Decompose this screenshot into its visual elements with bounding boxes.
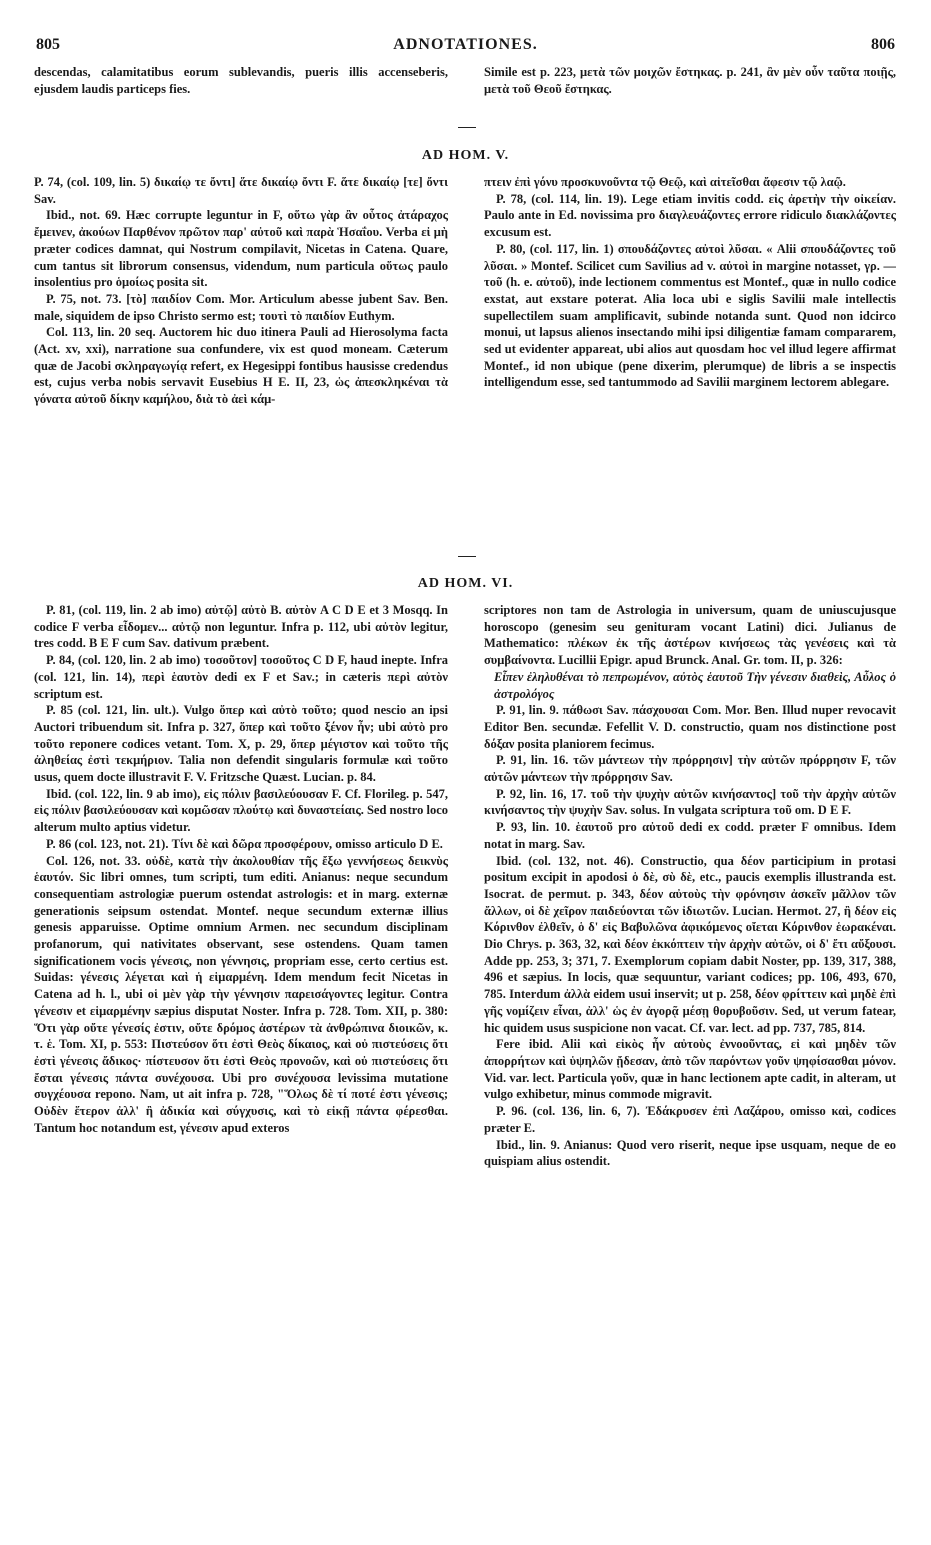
note-paragraph: Col. 113, lin. 20 seq. Auctorem hic duo itinera Pauli ad Hierosolyma facta (Act. xv, xxi), narratione sua confundere, vix est quod moneam. Cæterum quæ de Jacobi σκληραγωγίᾳ refert, ex Hegesippi fontibus hausisse credendus est, cujus verba nobis servavit Eusebius H E. II, 23, ὡς ἀπεσκληκέναι τὰ γόνατα αὐτοῦ δίκην καμήλου, διὰ τὸ ἀεὶ κάμ-	[34, 325, 448, 407]
note-paragraph: P. 75, not. 73. [τὸ] παιδίον Com. Mor. Articulum abesse jubent Sav. Ben. male, siquidem de ipso Christo sermo est; τουτὶ τὸ παιδίον Euthym.	[34, 291, 448, 323]
note-paragraph: P. 93, lin. 10. ἑαυτοῦ pro αὐτοῦ dedi ex codd. præter F omnibus. Idem notat in marg. Sav.	[484, 820, 896, 851]
hom5-left-column	[34, 174, 448, 536]
note-paragraph: Col. 126, not. 33. οὐδὲ, κατὰ τὴν ἀκολουθίαν τῆς ἔξω γεννήσεως δεικνὺς ἑαυτόν. Sic libri omnes, tum scripti, tum editi. Anianus: neque secundum consequentiam astrologiæ puerum ostendat astrologis: et in marg. externæ generationis seipsum ostendat. Montef. neque secundum externæ illius genesis apparuisse. Optime omnium Armen. nec secundum disciplinam profanorum, qui nativitates observant, sese ostendens. Quam tamen significationem vocis γένεσις, non γέννησις, propriam esse, certo certius est. Suidas: γένεσις λέγεται καὶ ἡ εἱμαρμένη. Idem mendum fecit Nicetas in Catena ad h. l., ubi οἱ μὲν γὰρ τὴν γέννησιν παρεισάγοντες legitur. Contra γένεσιν et εἱμαρμένην sæpius disputat Noster. Infra p. 728. Tom. XII, p. 380: Ὅτι γὰρ οὔτε γένεσίς ἐστιν, οὔτε δρόμος ἀστέρων τὰ ἀνθρώπινα διοικῶν, κ. τ. ἑ. Tom. XI, p. 553: Πιστεύσον ὅτι ἐστὶ Θεὸς δίκαιος, καὶ οὐ πιστεύσεις ὅτι ἐστὶ γένεσις ἄδικος· πίστευσον ὅτι ἐστὶ Θεὸς προνοῶν, καὶ οὐ πιστεύσεις ὅτι ἔσται γένεσις πάντα συνέχουσα. Ubi pro συνέχουσα levissima mutatione συγχέουσα repono. Nam, ut ait infra p. 728, "Ὅλως δὲ τί ποτέ ἐστι γένεσις; Οὐδὲν ἕτερον ἀλλ' ἢ ἀδικία καὶ σύγχυσις, καὶ τὸ εἰκῇ πάντα φέρεσθαι. Tantum hoc notandum est, γένεσιν apud exteros	[34, 853, 448, 1135]
section-heading-hom-6: AD HOM. VI.	[417, 576, 514, 591]
note-paragraph: P. 96. (col. 136, lin. 6, 7). Ἐδάκρυσεν ἐπὶ Λαζάρου, omisso καὶ, codices præter E.	[484, 1104, 896, 1135]
top-left-text	[34, 64, 448, 104]
paragraph: Simile est p. 223, μετὰ τῶν μοιχῶν ἔστηκας. p. 241, ἂν μὲν οὖν ταῦτα ποιῇς, μετὰ τοῦ Θεοῦ ἔστηκας.	[484, 65, 896, 96]
left-page-number: 805	[36, 36, 60, 53]
note-paragraph: Ibid. (col. 132, not. 46). Constructio, qua δέον participium in protasi positum excipit in apodosi ὁ δὲ, σὺ δὲ, etc., paucis exemplis illustranda est. Isocrat. de permut. p. 343, δέον αὐτοὺς τὴν φρόνησιν ἀσκεῖν μᾶλλον τῶν ἄλλων, οἱ δὲ χεῖρον παιδεύονται τῶν ἰδιωτῶν. Lucian. Hermot. 27, ἢ δέον εἰς Κόρινθον ἐλθεῖν, ὁ δ' εἰς Βαβυλῶνα ἀφικόμενος οἴεται Κόρινθον ἑωρακέναι. Dio Chrys. p. 363, 32, καὶ δέον ἐκκόπτειν τὴν ἀρχὴν αὐτῶν, οἱ δ' ἔτι αὔξουσι. Adde pp. 253, 3; 371, 7. Exemplorum copiam dabit Noster, pp. 139, 317, 388, 496 et sæpius. In locis, quæ sequuntur, variant codices; pp. 106, 493, 670, 785. Interdum ἀλλὰ eidem usui inservit; ut p. 258, δέον φρίττειν καὶ μηδὲ ἐπὶ γῆς νομίζειν εἶναι, ἀλλ' ὡς ἐν ἀγορᾷ μέσῃ θορυβοῦσιν. Sed, ut verum fatear, hic quidem usus suspicione non vacat. Cf. var. lect. ad pp. 737, 785, 814.	[484, 853, 896, 1035]
note-paragraph: P. 81, (col. 119, lin. 2 ab imo) αὐτῷ] αὐτὸ B. αὐτὸν A C D E et 3 Mosqq. In codice F verba εἶδομεν... αὐτῷ non leguntur. Infra p. 112, ubi αὐτὸν legitur, tres codd. B E F cum Sav. dativum præbent.	[34, 603, 448, 651]
section-heading-hom-5: AD HOM. V.	[421, 148, 510, 163]
note-paragraph: P. 85 (col. 121, lin. ult.). Vulgo ὅπερ καὶ αὐτὸ τοῦτο; quod nescio an ipsi Auctori tribuendum sit. Infra p. 327, ὅπερ καὶ τοῦτο ξένον ἦν; ubi αὐτὸ pro τοῦτο reponere codices vetant. Tom. X, p. 29, ὅπερ μέγιστον καὶ τοῦτο τῆς ἀληθείας ἐστὶ τεκμήριον. Talia non defendit singularis formulæ καὶ τοῦτο usus, quem docte illustravit F. V. Fritzsche Quæst. Lucian. p. 84.	[34, 703, 448, 785]
top-right-text	[484, 64, 896, 104]
note-paragraph: P. 91, lin. 9. πάθωσι Sav. πάσχουσαι Com. Mor. Ben. Illud nuper revocavit Editor Ben. secundæ. Fefellit V. D. constructio, quam nos distinctione post δόξαν posita planiorem fecimus.	[484, 703, 896, 751]
separator-rule	[458, 127, 476, 128]
note-paragraph: P. 91, lin. 16. τῶν μάντεων τὴν πρόρρησιν] τὴν αὐτῶν πρόρρησιν F, τῶν αὐτῶν μάντεων τὴν πρόρρησιν Sav.	[484, 753, 896, 785]
note-paragraph: scriptores non tam de Astrologia in universum, quam de uniuscujusque horoscopo (genesim seu genituram vocant Latini) dici. Julianus de Mathematico: πλέκων ἐκ τῆς ἀστέρων κινήσεως τὰς γενέσεις καὶ τὰ συμβαίνοντα. Lucillii Epigr. apud Brunck. Anal. Gr. tom. II, p. 326:	[484, 603, 896, 668]
running-head	[36, 36, 895, 58]
note-paragraph: P. 84, (col. 120, lin. 2 ab imo) τοσοῦτον] τοσοῦτος C D F, haud inepte. Infra (col. 121, lin. 14), περὶ ἑαυτὸν dedi ex F et Sav.; in cæteris περὶ αὐτὸν scriptum est.	[34, 653, 448, 701]
hom5-right-column	[484, 174, 896, 536]
note-paragraph: Ibid. (col. 122, lin. 9 ab imo), εἰς πόλιν βασιλεύουσαν F. Cf. Florileg. p. 547, εἰς πόλιν βασιλεύουσαν καὶ κομῶσαν πλούτῳ καὶ δυναστείαις. Sed nostro loco alterum multo aptius videtur.	[34, 786, 448, 835]
note-paragraph: P. 74, (col. 109, lin. 5) δικαίῳ τε ὄντι] ἅτε δικαίῳ ὄντι F. ἅτε δικαίῳ [τε] ὄντι Sav.	[34, 175, 448, 206]
note-paragraph: Ibid., lin. 9. Anianus: Quod vero riserit, neque ipse usquam, neque de eo quispiam alius ostendit.	[484, 1137, 896, 1169]
note-paragraph: Ibid., not. 69. Hæc corrupte leguntur in F, οὕτω γὰρ ἂν οὗτος ἀτάραχος ἔμεινεν, ἀκούων Παρθένον πρῶτον παρ' αὐτοῦ καὶ παρὰ Ἡσαΐου. Verba εἰ μὴ præter codices damnat, qui Nostrum compilavit, Nicetas in Catena. Quare, cum tantus sit librorum consensus, videndum, num particula οὕτως paulo insolentius pro ὁμοίως posita sit.	[34, 208, 448, 290]
note-paragraph: P. 80, (col. 117, lin. 1) σπουδάζοντες αὐτοὶ λῦσαι. « Alii σπουδάζοντες τοῦ λῦσαι. » Montef. Scilicet cum Savilius ad v. αὐτοὶ in margine notasset, γρ. — τοῦ (h. e. αὐτοῦ), inde lectionem commentus est Montef., quæ in nullo codice exstat, aut exstare poterat. Alia loca ubi e siglis Savilii male intellectis supellectilem suam amplificavit, subinde notanda sunt. Quod non idcirco monui, ut lapsus alienos insectando mihi ipsi diligentiæ famam compararem, sed ut evidenter appareat, ubi alios aut quosdam hoc vel illud legere affirmat Montef., id non ubique (pene dixerim, plerumque) de libris a se inspectis intelligendum esse, sed tantummodo ad Savilii marginem lectorem ablegare.	[484, 241, 896, 390]
note-paragraph: πτειν ἐπὶ γόνυ προσκυνοῦντα τῷ Θεῷ, καὶ αἰτεῖσθαι ἄφεσιν τῷ λαῷ.	[484, 175, 846, 189]
note-paragraph: P. 86 (col. 123, not. 21). Τίνι δὲ καὶ δῶρα προσφέρουν, omisso articulo D E.	[46, 836, 443, 851]
separator-rule	[458, 556, 476, 557]
note-paragraph: P. 92, lin. 16, 17. τοῦ τὴν ψυχὴν αὐτῶν κινήσαντος] τοῦ τὴν ἀρχὴν αὐτῶν κινήσαντος τὴν ψυχὴν Sav. solus. In vulgata scriptura τοῦ om. D E F.	[484, 786, 896, 818]
hom6-left-column	[34, 602, 448, 1522]
verse-quotation: Εἶπεν ἐληλυθέναι τὸ πεπρωμένον, αὐτὸς ἑαυτοῦ Τὴν γένεσιν διαθεὶς, Αὖλος ὁ ἀστρολόγος	[494, 669, 896, 701]
right-page-number: 806	[871, 36, 895, 53]
hom6-right-column	[484, 602, 896, 1522]
running-title: ADNOTATIONES.	[393, 36, 538, 53]
paragraph: descendas, calamitatibus eorum sublevandis, pueris illis accenseberis, ejusdem laudis particeps fies.	[34, 65, 448, 96]
note-paragraph: P. 78, (col. 114, lin. 19). Lege etiam invitis codd. εἰς ἀρετὴν τὴν οἰκείαν. Paulo ante in Ed. novissima pro διαγλευάζοντες errore ridiculo διακλάζοντες excusum est.	[484, 191, 896, 240]
note-paragraph: Fere ibid. Alii καὶ εἰκὸς ἦν αὐτοὺς ἐννοοῦντας, εἰ καὶ μηδὲν τῶν ἀπορρήτων καὶ ὑψηλῶν ᾔδεσαν, ἀπὸ τῶν παρόντων γοῦν ψηφίσασθαι μόνον. Vid. var. lect. Particula γοῦν, quæ in hanc lectionem apte cadit, in alteram, ut vulgo exhibetur, minus commode migravit.	[484, 1037, 896, 1102]
